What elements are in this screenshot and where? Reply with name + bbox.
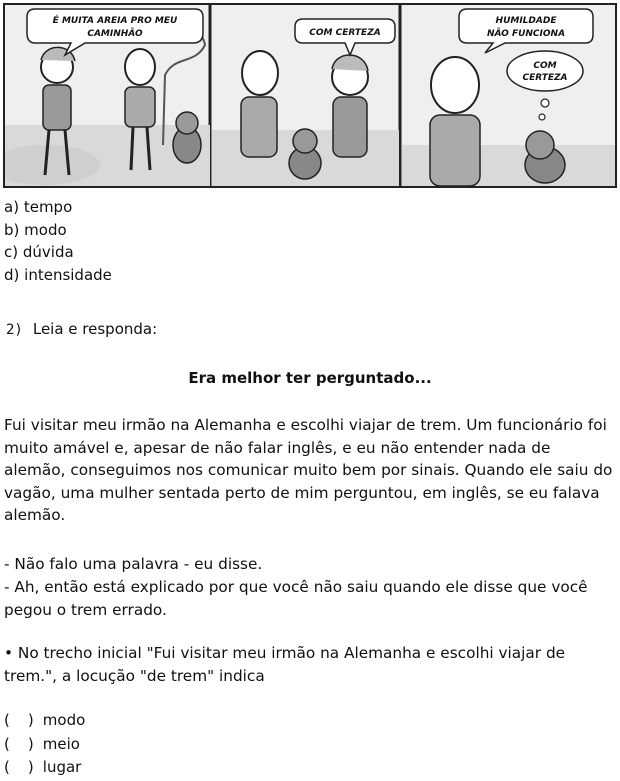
panel-1-bubble-line-1: É MUITA AREIA PRO MEU xyxy=(52,16,178,26)
panel-3-bubble-line-1: HUMILDADE xyxy=(495,16,557,26)
answer-options xyxy=(4,196,112,286)
panel-3-bubble-line-2: NÃO FUNCIONA xyxy=(486,29,566,39)
answer-choices xyxy=(4,709,85,780)
option-a: a) tempo xyxy=(4,198,73,216)
story-paragraph: Fui visitar meu irmão na Alemanha e escolhi viajar de trem. Um funcionário foi muito amável e, apesar de não falar inglês, e eu não entender nada de alemão, conseguimos nos comunicar muito bem por sinais. Quando ele saiu do vagão, uma mulher sentada perto de mim perguntou, em inglês, se eu falava alemão. xyxy=(4,416,613,524)
story-dialogue-1: - Não falo uma palavra - eu disse. xyxy=(4,555,263,573)
panel-2-bubble: COM CERTEZA xyxy=(309,28,381,38)
story-title: Era melhor ter perguntado... xyxy=(188,369,432,387)
question-2 xyxy=(6,320,157,338)
choice-lugar[interactable]: ( ) lugar xyxy=(4,758,82,776)
comic-strip xyxy=(3,3,617,188)
panel-3-thought-line-1: COM xyxy=(533,61,557,71)
option-b: b) modo xyxy=(4,220,67,239)
question-text: Leia e responda: xyxy=(32,320,158,338)
panel-3-thought-line-2: CERTEZA xyxy=(522,73,568,83)
choice-modo[interactable]: ( ) modo xyxy=(4,711,86,729)
panel-1-bubble-line-2: CAMINHÃO xyxy=(87,29,143,39)
question-prompt: • No trecho inicial "Fui visitar meu irmão na Alemanha e escolhi viajar de trem.", a locução "de trem" indica xyxy=(4,644,566,685)
option-c: c) dúvida xyxy=(4,243,74,261)
story-dialogue-2: - Ah, então está explicado por que você não saiu quando ele disse que você pegou o trem errado. xyxy=(4,578,588,619)
comic-illustration xyxy=(5,5,615,186)
option-d: d) intensidade xyxy=(4,265,112,284)
question-number: 2) xyxy=(6,322,23,338)
choice-meio[interactable]: ( ) meio xyxy=(4,734,80,753)
